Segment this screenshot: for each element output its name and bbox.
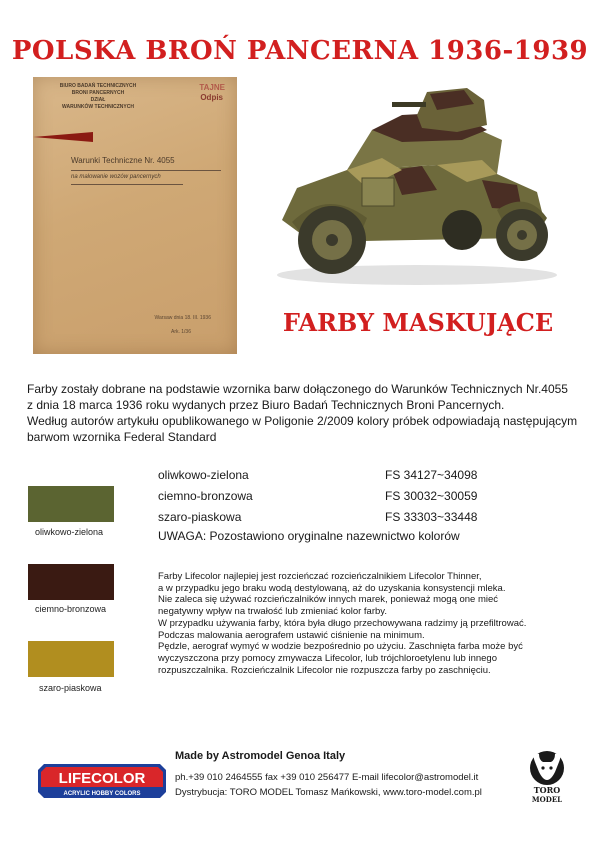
document-header	[33, 83, 163, 111]
document-form-subtitle: na malowanie wozów pancernych	[71, 174, 183, 185]
document-header-line: WARUNKÓW TECHNICZNYCH	[62, 104, 134, 110]
toro-model-logo	[525, 748, 569, 804]
note-line: W przypadku używania farby, która była długo przechowywana radzimy ją przefiltrować.	[158, 617, 527, 629]
document-header-line: BIURO BADAŃ TECHNICZNYCH	[59, 83, 137, 89]
lifecolor-logo	[38, 764, 166, 798]
armored-car-image	[252, 70, 564, 292]
color-name-brown: ciemno-bronzowa	[158, 489, 253, 503]
note-line: rozpuszczalnika. Rozcieńczalnik Lifecolor nie rozpuszcza farby po zaschnięciu.	[158, 664, 491, 676]
document-stamp: TAJNE	[199, 83, 225, 92]
document-scan	[33, 77, 237, 354]
color-name-olive: oliwkowo-zielona	[158, 468, 249, 482]
document-footer-sign: Ark. 1/36	[170, 329, 191, 335]
document-form-title: Warunki Techniczne Nr. 4055	[71, 156, 221, 171]
document-footer-date: Warsaw dnia 18. III. 1936	[154, 315, 211, 321]
section-subtitle: FARBY MASKUJĄCE	[282, 308, 554, 337]
pennant-flag	[33, 132, 93, 142]
fs-code-sand: FS 33303~33448	[385, 510, 478, 524]
note-line: wyczyszczona przy pomocy zmywacza Lifecolor, lub trójchloroetylenu lub innego	[158, 652, 497, 664]
document-copy-stamp: Odpis	[200, 93, 223, 102]
swatch-label-brown: ciemno-bronzowa	[35, 604, 107, 614]
distribution-info: Dystrybucja: TORO MODEL Tomasz Mańkowski, www.toro-model.com.pl	[175, 787, 482, 798]
note-line: Nie zaleca się używać rozcieńczalników innych marek, ponieważ mogą one mieć	[158, 594, 499, 606]
logo-brand-text: LIFECOLOR	[58, 770, 146, 787]
page-title: POLSKA BROŃ PANCERNA 1936-1939	[11, 36, 589, 66]
intro-line: z dnia 18 marca 1936 roku wydanych przez Biuro Badań Technicznych Broni Pancernych.	[27, 398, 505, 412]
intro-paragraph	[27, 381, 587, 445]
toro-text: TORO	[533, 785, 561, 795]
swatch-label-olive: oliwkowo-zielona	[35, 527, 104, 537]
intro-line: Farby zostały dobrane na podstawie wzornika barw dołączonego do Warunków Technicznych Nr.4055	[27, 382, 568, 396]
document-header-line: DZIAŁ	[90, 97, 106, 103]
color-swatch-sand	[28, 641, 114, 677]
intro-line: Według autorów artykułu opublikowanego w Poligonie 2/2009 kolory próbek odpowiadają następującym	[27, 414, 578, 428]
made-by: Made by Astromodel Genoa Italy	[175, 750, 346, 762]
color-name-sand: szaro-piaskowa	[158, 510, 242, 524]
color-swatch-brown	[28, 564, 114, 600]
note-uwaga: UWAGA: Pozostawiono oryginalne nazewnictwo kolorów	[158, 529, 460, 543]
contact-info: ph.+39 010 2464555 fax +39 010 256477 E-mail lifecolor@astromodel.it	[175, 772, 479, 783]
fs-code-olive: FS 34127~34098	[385, 468, 478, 482]
color-swatch-olive	[28, 486, 114, 522]
note-line: Farby Lifecolor najlepiej jest rozcieńczać rozcieńczalnikiem Lifecolor Thinner,	[158, 571, 482, 582]
note-line: Pędzle, aerograf wymyć w wodzie bezpośrednio po użyciu. Zaschnięta farba może być	[158, 641, 523, 653]
note-line: a w przypadku jego braku wodą destylowaną, aż do uzyskania konsystencji mleka.	[158, 582, 506, 594]
document-header-line: BRONI PANCERNYCH	[71, 90, 125, 96]
logo-tagline-text: ACRYLIC HOBBY COLORS	[63, 791, 141, 797]
note-line: negatywny wpływ na trwałość lub zmieniać kolor farby.	[158, 606, 387, 618]
note-line: Podczas malowania aerografem ustawić ciśnienie na minimum.	[158, 629, 425, 641]
usage-notes	[158, 571, 588, 676]
intro-line: barwom wzornika Federal Standard	[27, 430, 217, 444]
fs-code-brown: FS 30032~30059	[385, 489, 478, 503]
swatch-label-sand: szaro-piaskowa	[39, 683, 102, 693]
model-text: MODEL	[531, 795, 563, 804]
